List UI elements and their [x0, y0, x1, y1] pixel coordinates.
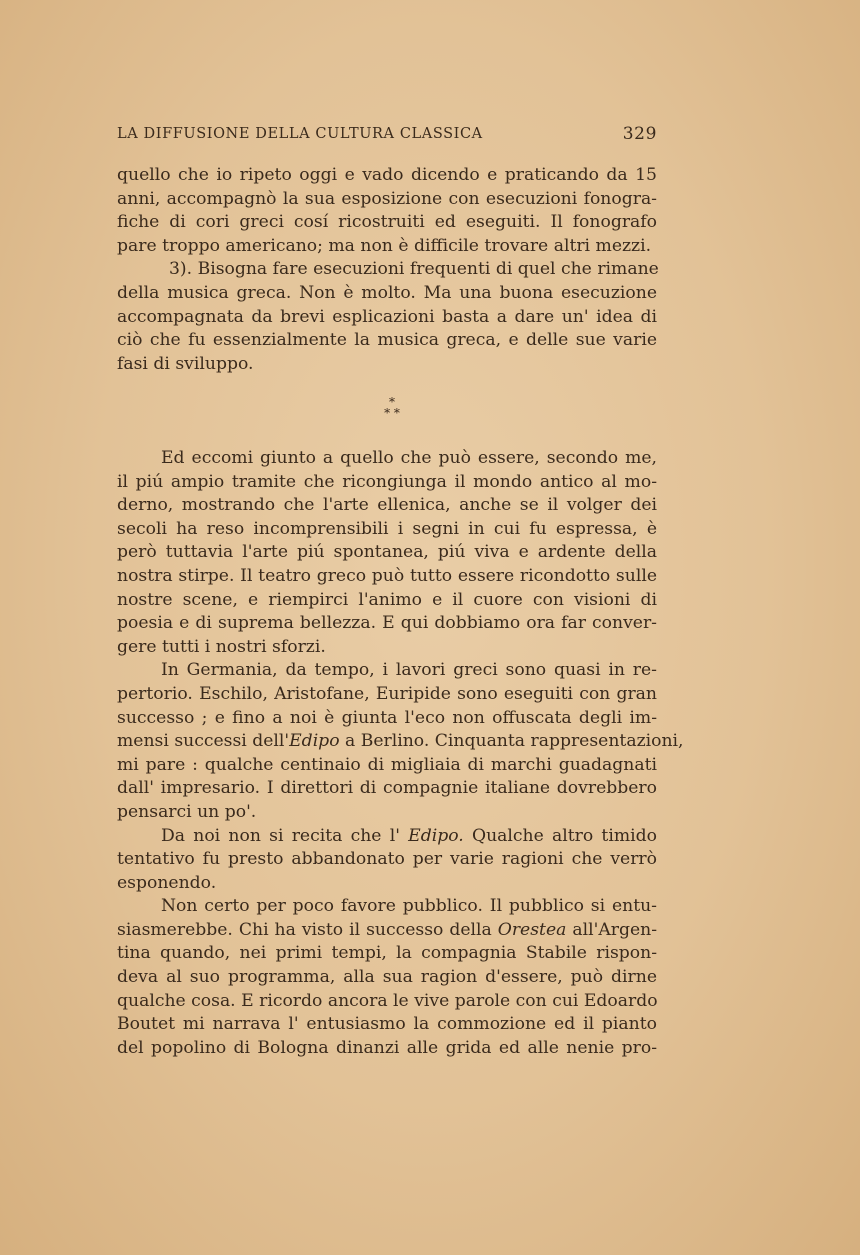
text-line: 3). Bisogna fare esecuzioni frequenti di quel che rimane — [169, 259, 659, 280]
text-run: Qualche altro timido — [463, 825, 657, 846]
text-line: esponendo. — [117, 872, 217, 893]
text-line — [117, 730, 684, 754]
upper-text-block — [117, 164, 657, 376]
text-line: Boutet mi narrava l' entusiasmo la commozione ed il pianto — [117, 1014, 657, 1035]
running-head — [117, 124, 657, 148]
text-line: pare troppo americano; ma non è difficile trovare altri mezzi. — [117, 235, 652, 256]
lower-text-block — [117, 447, 684, 1060]
text-line: però tuttavia l'arte piú spontanea, piú viva e ardente della — [117, 542, 657, 563]
text-line: pensarci un po'. — [117, 801, 257, 822]
text-line: accompagnata da brevi esplicazioni basta a dare un' idea di — [117, 306, 657, 327]
text-line: fasi di sviluppo. — [117, 353, 254, 374]
text-line — [117, 825, 657, 849]
italic-title: Edipo — [289, 731, 340, 752]
separator-bottom-stars: * * — [384, 406, 400, 420]
text-run: mensi successi dell' — [117, 731, 290, 752]
text-line: derno, mostrando che l'arte ellenica, anche se il volger dei — [117, 495, 657, 516]
text-line: gere tutti i nostri sforzi. — [117, 636, 326, 657]
text-line: anni, accompagnò la sua esposizione con esecuzioni fonogra- — [117, 188, 657, 209]
separator-top-star: * — [389, 395, 395, 409]
text-run: Da noi non si recita che l' — [161, 825, 409, 846]
text-line: secoli ha reso incomprensibili i segni in cui fu espressa, è — [117, 518, 657, 539]
text-line: del popolino di Bologna dinanzi alle grida ed alle nenie pro- — [117, 1037, 657, 1058]
text-line: mi pare : qualche centinaio di migliaia di marchi guadagnati — [117, 754, 657, 775]
text-line: pertorio. Eschilo, Aristofane, Euripide sono eseguiti con gran — [117, 683, 657, 704]
text-line: nostra stirpe. Il teatro greco può tutto essere ricondotto sulle — [117, 565, 657, 586]
italic-title: Orestea — [497, 919, 567, 940]
italic-title: Edipo. — [408, 825, 464, 846]
text-line: della musica greca. Non è molto. Ma una buona esecuzione — [117, 282, 657, 303]
text-line: qualche cosa. E ricordo ancora le vive parole con cui Edoardo — [117, 990, 658, 1011]
text-line: ciò che fu essenzialmente la musica greca, e delle sue varie — [117, 330, 657, 351]
text-line: nostre scene, e riempirci l'animo e il cuore con visioni di — [117, 589, 657, 610]
text-run: a Berlino. Cinquanta rappresentazioni, — [339, 731, 684, 752]
text-line: successo ; e fino a noi è giunta l'eco non offuscata degli im- — [117, 707, 657, 728]
text-line: quello che io ripeto oggi e vado dicendo e praticando da 15 — [117, 165, 657, 185]
text-run: all'Argen- — [566, 919, 657, 940]
text-line: dall' impresario. I direttori di compagnie italiane dovrebbero — [117, 778, 657, 799]
running-title: LA DIFFUSIONE DELLA CULTURA CLASSICA — [117, 126, 483, 142]
text-line: Non certo per poco favore pubblico. Il pubblico si entu- — [161, 896, 657, 917]
text-line: In Germania, da tempo, i lavori greci sono quasi in re- — [161, 660, 657, 681]
text-line: poesia e di suprema bellezza. E qui dobbiamo ora far conver- — [117, 613, 657, 634]
text-line: tentativo fu presto abbandonato per varie ragioni che verrò — [117, 849, 657, 870]
text-line: Ed eccomi giunto a quello che può essere, secondo me, — [161, 448, 657, 468]
text-line: deva al suo programma, alla sua ragion d'essere, può dirne — [117, 967, 657, 988]
page-number: 329 — [622, 124, 657, 144]
text-line: tina quando, nei primi tempi, la compagnia Stabile rispon- — [117, 943, 657, 964]
text-line — [117, 919, 657, 943]
text-run: siasmerebbe. Chi ha visto il successo della — [117, 919, 498, 940]
text-line: il piú ampio tramite che ricongiunga il mondo antico al mo- — [117, 471, 657, 492]
text-line: fiche di cori greci cosí ricostruiti ed eseguiti. Il fonografo — [117, 212, 657, 233]
section-separator — [372, 397, 412, 427]
